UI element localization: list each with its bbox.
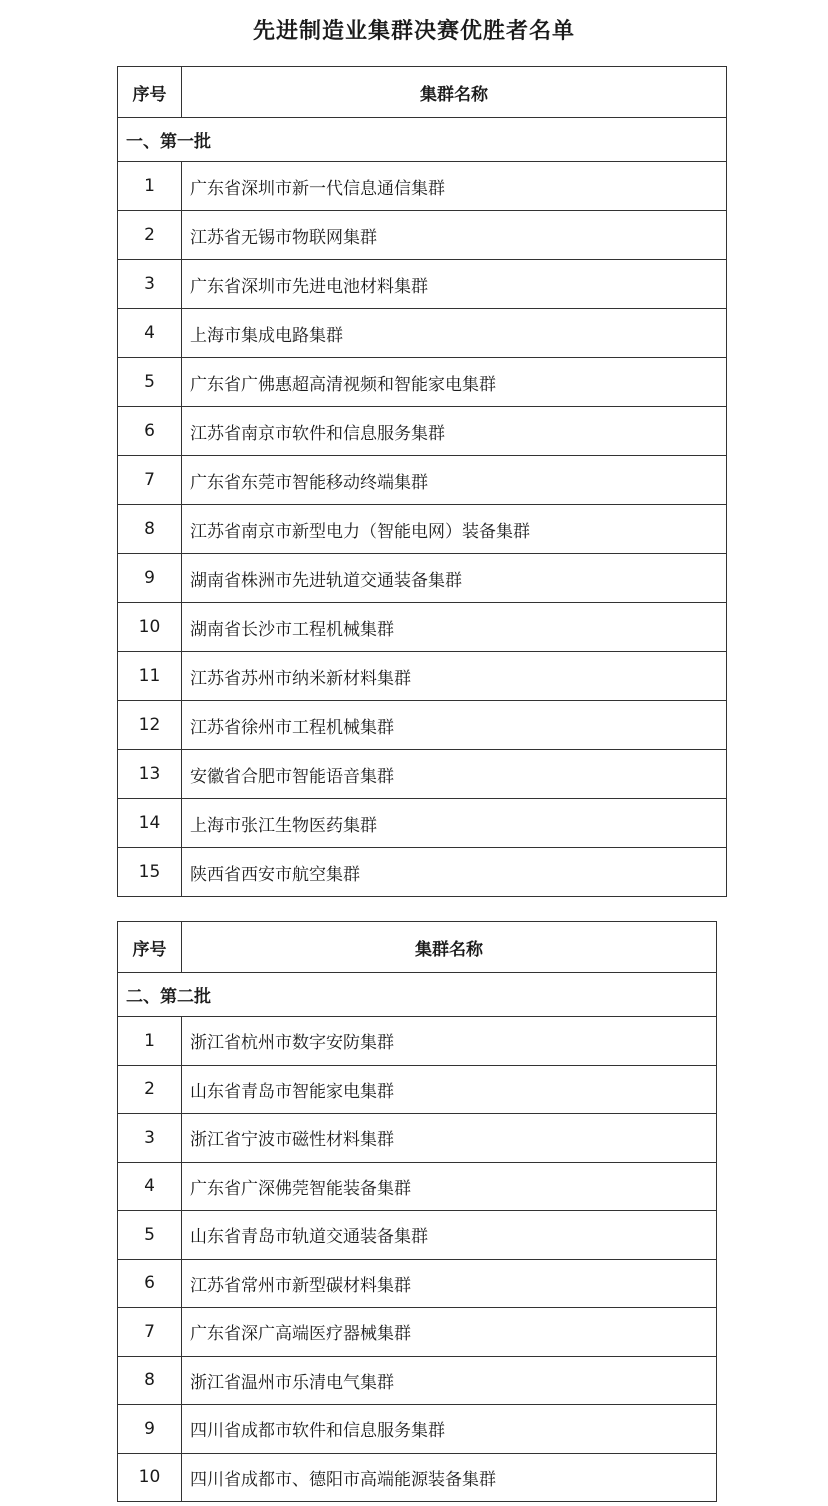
table-row bbox=[118, 1162, 717, 1211]
table-row bbox=[118, 1453, 717, 1502]
cluster-name: 安徽省合肥市智能语音集群 bbox=[182, 750, 727, 799]
table-row bbox=[118, 309, 727, 358]
batch-label: 二、第二批 bbox=[118, 973, 717, 1017]
row-number: 8 bbox=[118, 505, 182, 554]
header-no: 序号 bbox=[118, 922, 182, 973]
cluster-table-batch-2 bbox=[117, 921, 717, 1502]
row-number: 9 bbox=[118, 1405, 182, 1454]
cluster-name: 广东省东莞市智能移动终端集群 bbox=[182, 456, 727, 505]
row-number: 2 bbox=[118, 211, 182, 260]
table-row bbox=[118, 848, 727, 897]
cluster-name: 江苏省常州市新型碳材料集群 bbox=[182, 1259, 717, 1308]
cluster-name: 山东省青岛市轨道交通装备集群 bbox=[182, 1211, 717, 1260]
cluster-name: 四川省成都市、德阳市高端能源装备集群 bbox=[182, 1453, 717, 1502]
cluster-name: 四川省成都市软件和信息服务集群 bbox=[182, 1405, 717, 1454]
table-row bbox=[118, 456, 727, 505]
table-row bbox=[118, 750, 727, 799]
row-number: 7 bbox=[118, 1308, 182, 1357]
table-row bbox=[118, 1211, 717, 1260]
cluster-table-batch-1 bbox=[117, 66, 727, 897]
cluster-name: 浙江省杭州市数字安防集群 bbox=[182, 1017, 717, 1066]
row-number: 13 bbox=[118, 750, 182, 799]
row-number: 7 bbox=[118, 456, 182, 505]
table-row bbox=[118, 1114, 717, 1163]
cluster-name: 上海市集成电路集群 bbox=[182, 309, 727, 358]
header-no: 序号 bbox=[118, 67, 182, 118]
table-row bbox=[118, 1308, 717, 1357]
batch-row bbox=[118, 973, 717, 1017]
table-row bbox=[118, 799, 727, 848]
table-row bbox=[118, 211, 727, 260]
row-number: 6 bbox=[118, 1259, 182, 1308]
cluster-name: 山东省青岛市智能家电集群 bbox=[182, 1065, 717, 1114]
cluster-name: 湖南省株洲市先进轨道交通装备集群 bbox=[182, 554, 727, 603]
row-number: 11 bbox=[118, 652, 182, 701]
row-number: 1 bbox=[118, 162, 182, 211]
table-row bbox=[118, 1356, 717, 1405]
table-row bbox=[118, 162, 727, 211]
table-row bbox=[118, 1017, 717, 1066]
table-row bbox=[118, 1405, 717, 1454]
cluster-name: 广东省深圳市新一代信息通信集群 bbox=[182, 162, 727, 211]
row-number: 10 bbox=[118, 603, 182, 652]
cluster-name: 江苏省南京市软件和信息服务集群 bbox=[182, 407, 727, 456]
table-header-row bbox=[118, 922, 717, 973]
row-number: 5 bbox=[118, 358, 182, 407]
table-row bbox=[118, 701, 727, 750]
table-header-row bbox=[118, 67, 727, 118]
table-row bbox=[118, 1259, 717, 1308]
table-row bbox=[118, 358, 727, 407]
cluster-name: 广东省深广高端医疗器械集群 bbox=[182, 1308, 717, 1357]
cluster-name: 陕西省西安市航空集群 bbox=[182, 848, 727, 897]
row-number: 10 bbox=[118, 1453, 182, 1502]
table-row bbox=[118, 260, 727, 309]
table-row bbox=[118, 554, 727, 603]
cluster-name: 江苏省徐州市工程机械集群 bbox=[182, 701, 727, 750]
row-number: 12 bbox=[118, 701, 182, 750]
page-title: 先进制造业集群决赛优胜者名单 bbox=[252, 19, 575, 44]
row-number: 14 bbox=[118, 799, 182, 848]
table-row bbox=[118, 603, 727, 652]
table-row bbox=[118, 1065, 717, 1114]
row-number: 9 bbox=[118, 554, 182, 603]
cluster-name: 江苏省无锡市物联网集群 bbox=[182, 211, 727, 260]
row-number: 3 bbox=[118, 260, 182, 309]
cluster-name: 浙江省宁波市磁性材料集群 bbox=[182, 1114, 717, 1163]
row-number: 8 bbox=[118, 1356, 182, 1405]
row-number: 15 bbox=[118, 848, 182, 897]
table-row bbox=[118, 505, 727, 554]
table-row bbox=[118, 652, 727, 701]
row-number: 2 bbox=[118, 1065, 182, 1114]
row-number: 1 bbox=[118, 1017, 182, 1066]
header-name: 集群名称 bbox=[182, 67, 727, 118]
cluster-name: 浙江省温州市乐清电气集群 bbox=[182, 1356, 717, 1405]
cluster-name: 广东省广佛惠超高清视频和智能家电集群 bbox=[182, 358, 727, 407]
row-number: 3 bbox=[118, 1114, 182, 1163]
cluster-name: 上海市张江生物医药集群 bbox=[182, 799, 727, 848]
batch-row bbox=[118, 118, 727, 162]
cluster-name: 江苏省苏州市纳米新材料集群 bbox=[182, 652, 727, 701]
row-number: 4 bbox=[118, 309, 182, 358]
cluster-name: 江苏省南京市新型电力（智能电网）装备集群 bbox=[182, 505, 727, 554]
cluster-name: 广东省广深佛莞智能装备集群 bbox=[182, 1162, 717, 1211]
row-number: 5 bbox=[118, 1211, 182, 1260]
cluster-name: 广东省深圳市先进电池材料集群 bbox=[182, 260, 727, 309]
row-number: 6 bbox=[118, 407, 182, 456]
cluster-name: 湖南省长沙市工程机械集群 bbox=[182, 603, 727, 652]
row-number: 4 bbox=[118, 1162, 182, 1211]
table-row bbox=[118, 407, 727, 456]
header-name: 集群名称 bbox=[182, 922, 717, 973]
batch-label: 一、第一批 bbox=[118, 118, 727, 162]
